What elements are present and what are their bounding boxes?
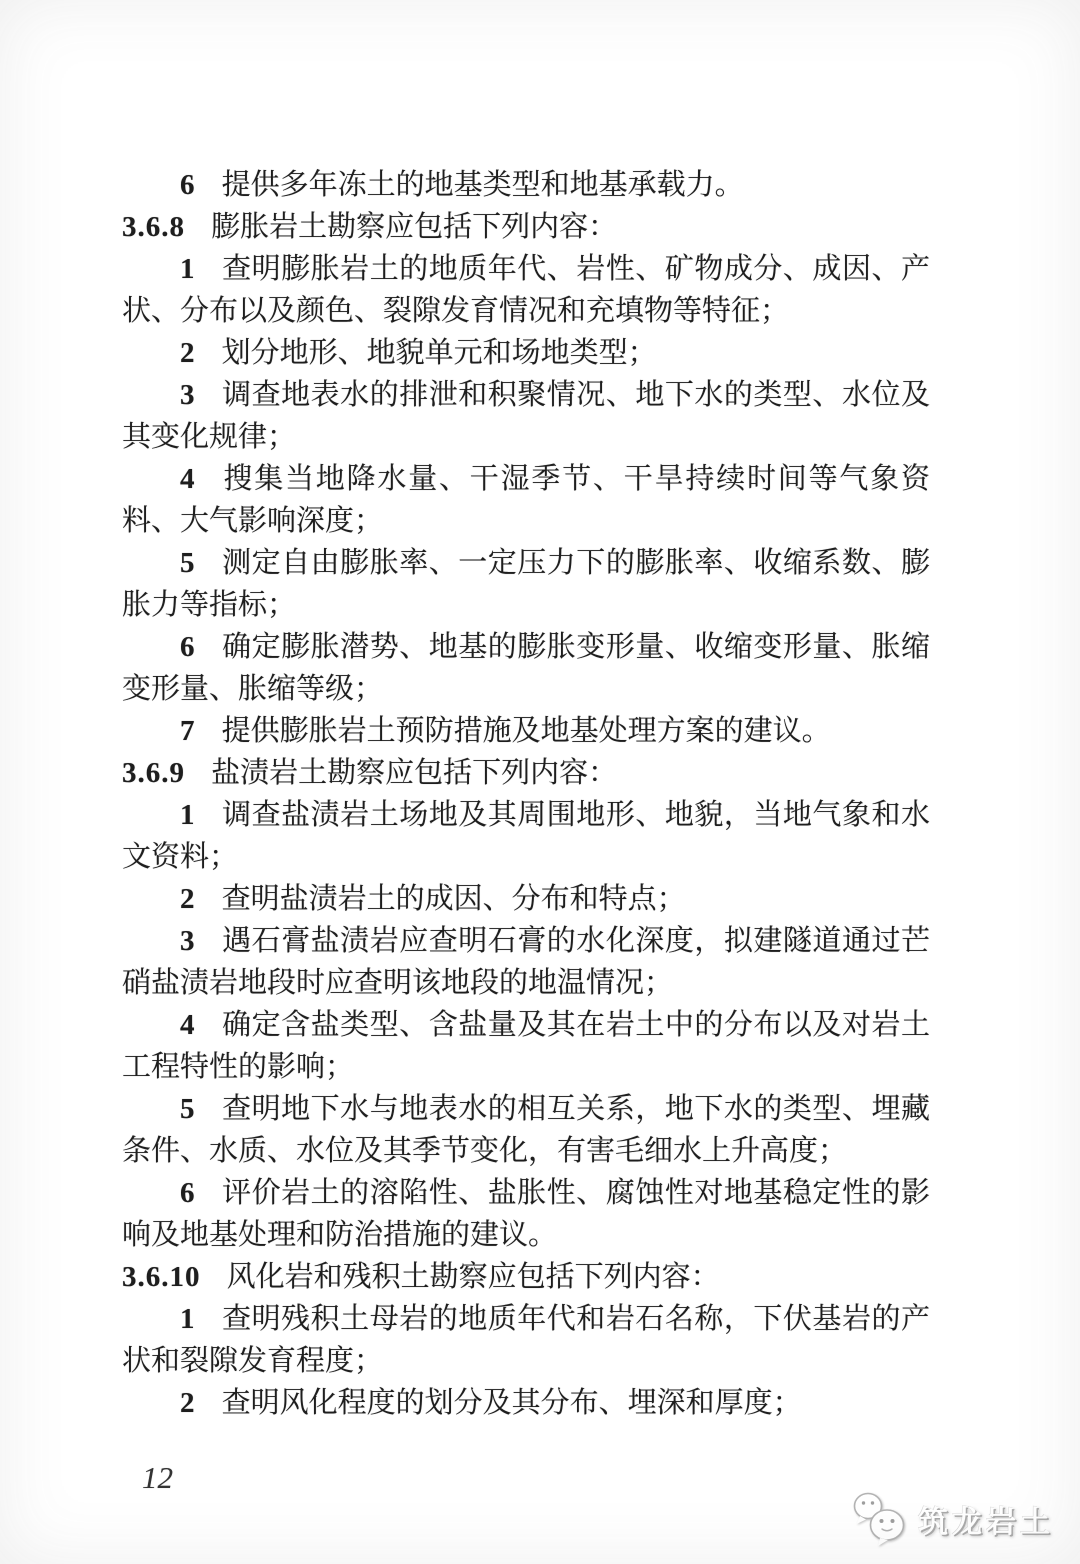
paragraph-number: 6 (180, 1177, 196, 1209)
paragraph-text: 提供多年冻土的地基类型和地基承载力。 (221, 169, 744, 201)
paragraph (122, 248, 930, 332)
paragraph-number: 4 (180, 463, 196, 495)
paragraph (122, 1088, 930, 1172)
paragraph-text: 划分地形、地貌单元和场地类型； (221, 337, 657, 369)
paragraph (122, 206, 930, 248)
paragraph-text: 测定自由膨胀率、一定压力下的膨胀率、收缩系数、膨胀力等指标； (122, 547, 930, 621)
paragraph-text: 提供膨胀岩土预防措施及地基处理方案的建议。 (221, 715, 831, 747)
watermark-brand: 筑龙岩土 (918, 1506, 1054, 1539)
paragraph-number: 3.6.8 (122, 211, 185, 243)
paragraph-number: 1 (180, 799, 196, 831)
paragraph-number: 5 (180, 1093, 196, 1125)
paragraph (122, 1004, 930, 1088)
paragraph-text: 调查盐渍岩土场地及其周围地形、地貌，当地气象和水文资料； (122, 799, 930, 873)
paragraph-text: 遇石膏盐渍岩应查明石膏的水化深度，拟建隧道通过芒硝盐渍岩地段时应查明该地段的地温情况； (122, 925, 930, 999)
paragraph-number: 3 (180, 925, 196, 957)
paragraph (122, 794, 930, 878)
paragraph (122, 878, 930, 920)
paragraph-number: 3.6.10 (122, 1261, 201, 1293)
paragraph (122, 1298, 930, 1382)
paragraph (122, 332, 930, 374)
paragraph-text: 查明残积土母岩的地质年代和岩石名称，下伏基岩的产状和裂隙发育程度； (122, 1303, 930, 1377)
paragraph-number: 2 (180, 337, 196, 369)
paragraph-number: 1 (180, 253, 196, 285)
paragraph-text: 查明膨胀岩土的地质年代、岩性、矿物成分、成因、产状、分布以及颜色、裂隙发育情况和充填物等特征； (122, 253, 930, 327)
paragraph-number: 3 (180, 379, 196, 411)
chat-bubbles-icon (852, 1490, 908, 1548)
paragraph (122, 542, 930, 626)
paragraph-text: 查明风化程度的划分及其分布、埋深和厚度； (221, 1387, 802, 1419)
paragraph-text: 评价岩土的溶陷性、盐胀性、腐蚀性对地基稳定性的影响及地基处理和防治措施的建议。 (122, 1177, 930, 1251)
paragraph (122, 626, 930, 710)
document-body (122, 164, 930, 1424)
paragraph-text: 查明盐渍岩土的成因、分布和特点； (221, 883, 686, 915)
paragraph (122, 1256, 930, 1298)
paragraph-number: 2 (180, 883, 196, 915)
paragraph-number: 6 (180, 631, 196, 663)
paragraph-text: 盐渍岩土勘察应包括下列内容： (211, 757, 618, 789)
paragraph-number: 6 (180, 169, 196, 201)
page-number: 12 (142, 1460, 173, 1495)
paragraph-text: 确定含盐类型、含盐量及其在岩土中的分布以及对岩土工程特性的影响； (122, 1009, 930, 1083)
paragraph (122, 710, 930, 752)
paragraph (122, 1172, 930, 1256)
paragraph-number: 4 (180, 1009, 196, 1041)
paragraph (122, 1382, 930, 1424)
paragraph (122, 164, 930, 206)
paragraph (122, 374, 930, 458)
paragraph-text: 搜集当地降水量、干湿季节、干旱持续时间等气象资料、大气影响深度； (122, 463, 930, 537)
paragraph-text: 调查地表水的排泄和积聚情况、地下水的类型、水位及其变化规律； (122, 379, 930, 453)
watermark (852, 1490, 1054, 1548)
paragraph-number: 7 (180, 715, 196, 747)
paragraph (122, 920, 930, 1004)
paragraph-text: 查明地下水与地表水的相互关系，地下水的类型、埋藏条件、水质、水位及其季节变化，有害毛细水上升高度； (122, 1093, 930, 1167)
paragraph (122, 458, 930, 542)
paragraph-number: 1 (180, 1303, 196, 1335)
paragraph-text: 确定膨胀潜势、地基的膨胀变形量、收缩变形量、胀缩变形量、胀缩等级； (122, 631, 930, 705)
paragraph-number: 2 (180, 1387, 196, 1419)
paragraph-text: 风化岩和残积土勘察应包括下列内容： (226, 1261, 720, 1293)
paragraph (122, 752, 930, 794)
paragraph-number: 3.6.9 (122, 757, 185, 789)
paragraph-number: 5 (180, 547, 196, 579)
paragraph-text: 膨胀岩土勘察应包括下列内容： (211, 211, 618, 243)
